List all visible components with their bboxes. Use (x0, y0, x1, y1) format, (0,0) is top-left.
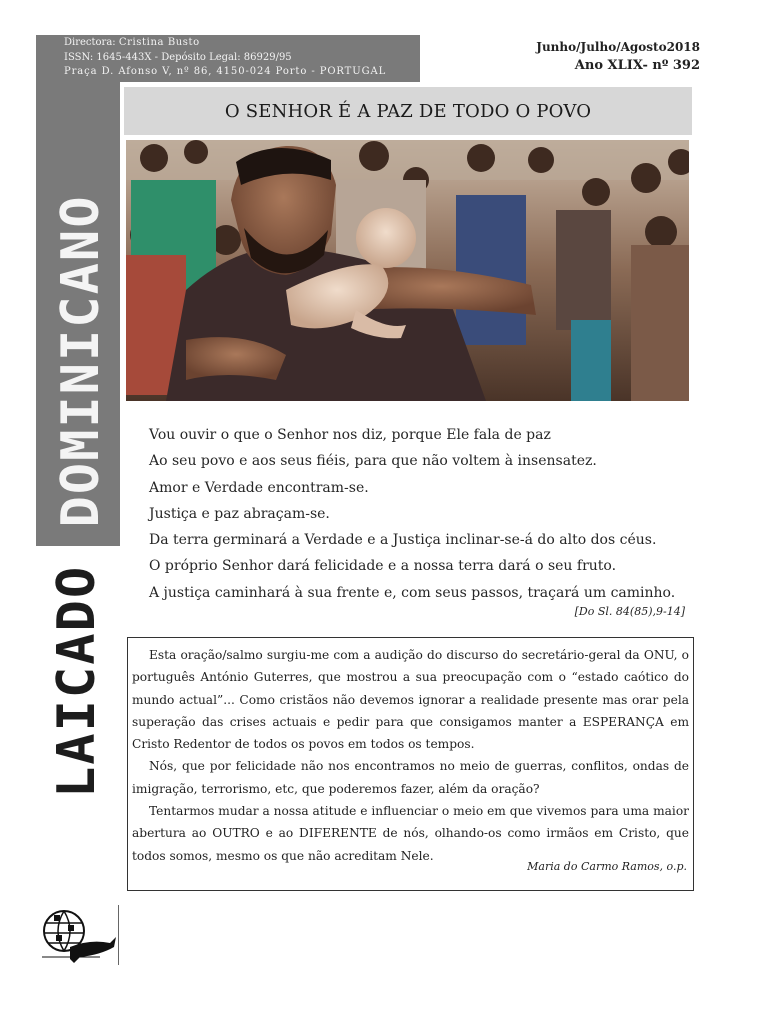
psalm-text (149, 424, 709, 618)
masthead-info-box (36, 35, 420, 82)
address-line: Praça D. Afonso V, nº 86, 4150-024 Porto - PORTUGAL (64, 66, 387, 77)
psalm-line: Amor e Verdade encontram-se. (149, 479, 369, 496)
director-label: Directora: (64, 37, 116, 48)
psalm-line: O próprio Senhor dará felicidade e a nossa terra dará o seu fruto. (149, 558, 617, 575)
logo-divider (118, 905, 119, 965)
director-name: Cristina Busto (118, 37, 200, 48)
dominican-logo-icon (40, 903, 120, 967)
reflection-box (127, 637, 694, 891)
psalm-line: Vou ouvir o que o Senhor nos diz, porque Ele fala de paz (149, 427, 551, 443)
article-title: O SENHOR É A PAZ DE TODO O POVO (124, 87, 692, 135)
crowd-photo (126, 140, 689, 401)
psalm-line: Justiça e paz abraçam-se. (149, 505, 330, 522)
issue-info (536, 40, 700, 73)
reflection-paragraph: Nós, que por felicidade não nos encontramos no meio de guerras, conflitos, ondas de imigração, terrorismo, etc, que poderemos fazer, além da oração? (132, 759, 689, 796)
reflection-paragraph: Tentarmos mudar a nossa atitude e influenciar o meio em que vivemos para uma maior abertura ao OUTRO e ao DIFERENTE de nós, olhando-os como irmãos em Cristo, que todos somos, mesmo os que não acreditam Nele. (132, 804, 689, 863)
psalm-line: A justiça caminhará à sua frente e, com seus passos, traçará um caminho. (149, 584, 676, 601)
psalm-line: Ao seu povo e aos seus fiéis, para que não voltem à insensatez. (149, 453, 597, 470)
author-signature: Maria do Carmo Ramos, o.p. (527, 859, 687, 873)
director-line (64, 36, 420, 51)
masthead-word-dominicano: DOMINICANO (51, 194, 111, 528)
issn-line: ISSN: 1645-443X - Depósito Legal: 86929/95 (64, 51, 292, 63)
masthead-word-laicado: LAICADO (47, 564, 107, 798)
issue-date: Junho/Julho/Agosto2018 (536, 40, 700, 54)
reflection-paragraph: Esta oração/salmo surgiu-me com a audição do discurso do secretário-geral da ONU, o português António Guterres, que mostrou a sua preocupação com o “estado caótico do mundo actual”... Como cristãos não devemos ignorar a realidade presente mas orar pela superação das crises actuais e pedir para que consigamos manter a ESPERANÇA em Cristo Redentor de todos os povos em todos os tempos. (132, 648, 689, 752)
psalm-reference: [Do Sl. 84(85),9-14] (574, 605, 685, 618)
psalm-line: Da terra germinará a Verdade e a Justiça inclinar-se-á do alto dos céus. (149, 532, 657, 549)
issue-number: Ano XLIX- nº 392 (574, 58, 700, 73)
